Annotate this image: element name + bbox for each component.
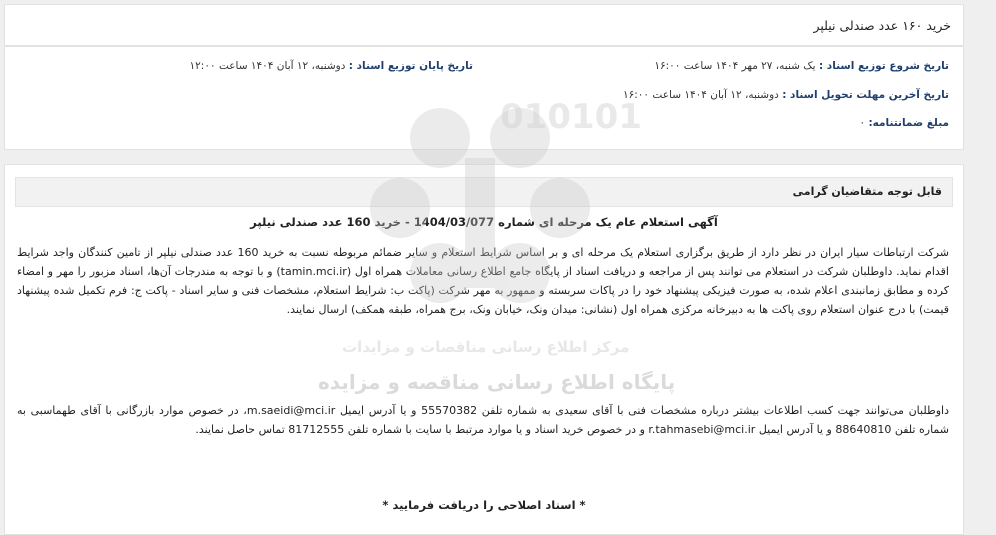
guarantee-amount-row: [859, 117, 949, 129]
tender-info-card: [4, 46, 964, 150]
announcement-title: آگهی استعلام عام یک مرحله ای شماره 1404/03/077 - خرید 160 عدد صندلی نیلپر: [250, 215, 718, 229]
guarantee-amount-value: ۰: [859, 117, 866, 129]
start-distribution-row: [654, 60, 949, 72]
page-title: خرید ۱۶۰ عدد صندلی نیلپر: [813, 18, 951, 33]
header-card: [4, 4, 964, 46]
start-distribution-value: یک شنبه، ۲۷ مهر ۱۴۰۴ ساعت ۱۶:۰۰: [654, 60, 816, 72]
corrective-documents-note: * اسناد اصلاحی را دریافت فرمایید *: [382, 498, 586, 512]
guarantee-amount-label: مبلغ ضمانتنامه:: [868, 117, 949, 129]
submission-deadline-row: [623, 89, 949, 101]
watermark-subtitle: مرکز اطلاع رسانی مناقصات و مزایدات: [342, 338, 630, 356]
notice-heading-bar: [15, 177, 953, 207]
watermark-binary: 010101: [500, 98, 642, 137]
submission-deadline-value: دوشنبه، ۱۲ آبان ۱۴۰۴ ساعت ۱۶:۰۰: [622, 89, 779, 101]
submission-deadline-label: تاریخ آخرین مهلت تحویل اسناد :: [782, 89, 949, 101]
end-distribution-value: دوشنبه، ۱۲ آبان ۱۴۰۴ ساعت ۱۲:۰۰: [189, 60, 346, 72]
notice-heading: قابل توجه متقاضیان گرامی: [792, 185, 942, 198]
end-distribution-label: تاریخ پایان توزیع اسناد :: [348, 60, 473, 72]
announcement-paragraph-2: داوطلبان می‌توانند جهت کسب اطلاعات بیشتر درباره مشخصات فنی با آقای سعیدی به شماره تلفن 55570382 و یا آدرس ایمیل m.saeidi@mci.ir، در خصوص موارد بازرگانی با آقای طهماسبی به شماره تلفن 88640810 و یا آدرس ایمیل r.tahmasebi@mci.ir و در خصوص خرید اسناد و یا موارد مرتبط با سایت با شماره تلفن 81712555 تماس حاصل نمایند.: [17, 404, 950, 436]
start-distribution-label: تاریخ شروع توزیع اسناد :: [818, 60, 949, 72]
announcement-paragraph-1: شرکت ارتباطات سیار ایران در نظر دارد از طریق برگزاری استعلام یک مرحله ای و بر اساس شرایط استعلام و سایر ضمائم مربوطه نسبت به خرید 160 عدد صندلی نیلپر از تامین کنندگان واجد شرایط اقدام نماید. داوطلبان شرکت در استعلام می توانند پس از مراجعه و دریافت اسناد از پایگاه جامع اطلاع رسانی معاملات همراه اول (tamin.mci.ir) و با توجه به مندرجات آن‌ها، اسناد مزبور را مهر و امضاء کرده و مطابق زمانبندی اعلام شده، به صورت فیزیکی پیشنهاد خود را در پاکات سربسته و ممهور به مهر شرکت (پاکت ب: شرایط استعلام، مشخصات فنی و سایر اسناد - پاکت ج: فرم تکمیل شده پیشنهاد قیمت) با درج عنوان استعلام روی پاکت ها به دبیرخانه مرکزی همراه اول (نشانی: میدان ونک، خیابان ونک، برج همراه، طبقه همکف) ارسال نمایند.: [17, 246, 949, 316]
end-distribution-row: [190, 60, 473, 72]
watermark-title: پایگاه اطلاع رسانی مناقصه و مزایده: [318, 370, 676, 394]
